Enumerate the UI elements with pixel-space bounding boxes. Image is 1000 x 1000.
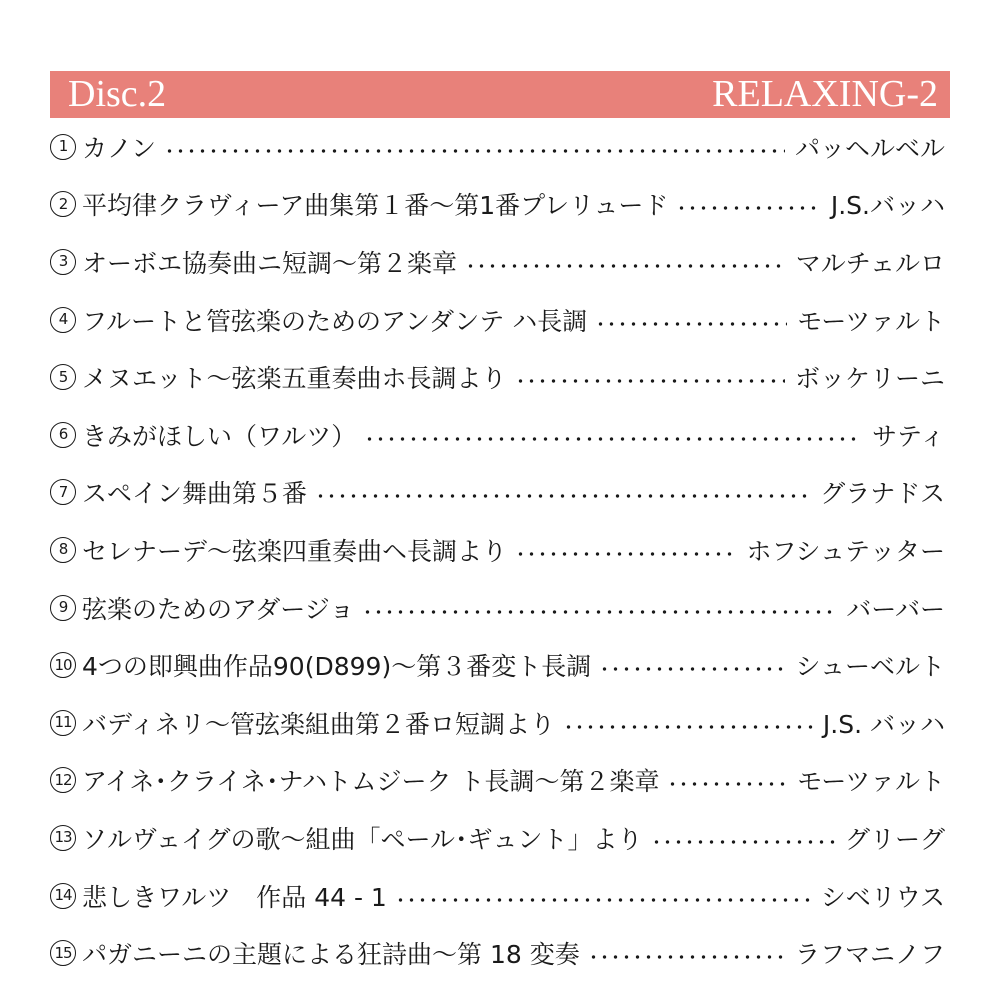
- track-number-badge: 8: [50, 537, 76, 563]
- track-number-badge: 9: [50, 595, 76, 621]
- track-number-badge: 3: [50, 249, 76, 275]
- track-row: [50, 809, 945, 867]
- track-title: 平均律クラヴィーア曲集第１番～第1番プレリュード: [82, 191, 669, 221]
- track-title: フルートと管弦楽のためのアンダンテ ハ長調: [82, 306, 588, 336]
- dot-leader: [515, 552, 736, 556]
- track-title: パガニーニの主題による狂詩曲～第 18 変奏: [82, 940, 580, 970]
- track-title: 弦楽のためのアダージョ: [82, 594, 355, 624]
- track-row: [50, 348, 945, 406]
- track-title: スペイン舞曲第５番: [82, 479, 308, 509]
- track-composer: グリーグ: [844, 824, 945, 854]
- track-row: [50, 521, 945, 579]
- track-composer: モーツァルト: [797, 306, 945, 336]
- dot-leader: [599, 667, 785, 671]
- track-composer: モーツァルト: [797, 767, 945, 797]
- track-title: ソルヴェイグの歌～組曲「ペール･ギュント」より: [82, 824, 643, 854]
- track-row: [50, 924, 945, 982]
- dot-leader: [563, 725, 813, 729]
- track-composer: J.S. バッハ: [822, 709, 945, 739]
- track-title: バディネリ～管弦楽組曲第２番ロ短調より: [82, 709, 556, 739]
- track-row: [50, 406, 945, 464]
- track-composer: ホフシュテッター: [746, 536, 945, 566]
- track-number-badge: 4: [50, 307, 76, 333]
- track-title: オーボエ協奏曲ニ短調～第２楽章: [82, 248, 458, 278]
- dot-leader: [667, 782, 787, 786]
- track-row: [50, 464, 945, 522]
- track-row: [50, 233, 945, 291]
- track-number-badge: 13: [50, 825, 76, 851]
- dot-leader: [465, 264, 786, 268]
- track-title: アイネ･クライネ･ナハトムジーク ト長調～第２楽章: [82, 767, 660, 797]
- track-title: 悲しきワルツ 作品 44 - 1: [82, 882, 387, 912]
- track-composer: ボッケリーニ: [794, 364, 945, 394]
- dot-leader: [515, 379, 785, 383]
- track-number-badge: 15: [50, 940, 76, 966]
- dot-leader: [364, 437, 862, 441]
- dot-leader: [588, 955, 785, 959]
- track-row: [50, 694, 945, 752]
- track-row: [50, 291, 945, 349]
- dot-leader: [595, 322, 787, 326]
- dot-leader: [315, 494, 810, 498]
- track-composer: サティ: [871, 421, 945, 451]
- track-row: [50, 176, 945, 234]
- track-number-badge: 11: [50, 710, 76, 736]
- track-title: カノン: [82, 133, 157, 163]
- track-title: セレナーデ～弦楽四重奏曲ヘ長調より: [82, 536, 508, 566]
- track-number-badge: 7: [50, 479, 76, 505]
- track-composer: J.S.バッハ: [830, 191, 945, 221]
- track-composer: シューベルト: [795, 652, 945, 682]
- track-title: 4つの即興曲作品90(D899)～第３番変ト長調: [82, 652, 592, 682]
- dot-leader: [164, 149, 785, 153]
- track-number-badge: 1: [50, 134, 76, 160]
- track-number-badge: 10: [50, 652, 76, 678]
- dot-leader: [676, 206, 820, 210]
- track-list: [50, 118, 945, 982]
- track-number-badge: 5: [50, 364, 76, 390]
- track-number-badge: 14: [50, 883, 76, 909]
- track-composer: バーバー: [846, 594, 945, 624]
- track-title: きみがほしい（ワルツ）: [82, 421, 357, 451]
- track-composer: シベリウス: [820, 882, 945, 912]
- track-row: [50, 867, 945, 925]
- dot-leader: [362, 610, 836, 614]
- album-label: RELAXING-2: [712, 73, 938, 115]
- track-row: [50, 752, 945, 810]
- track-number-badge: 2: [50, 191, 76, 217]
- track-number-badge: 12: [50, 767, 76, 793]
- track-composer: パッヘルベル: [794, 133, 945, 163]
- track-row: [50, 118, 945, 176]
- dot-leader: [395, 898, 811, 902]
- track-number-badge: 6: [50, 422, 76, 448]
- disc-banner: [50, 71, 950, 118]
- track-row: [50, 579, 945, 637]
- track-composer: ラフマニノフ: [794, 940, 945, 970]
- track-row: [50, 636, 945, 694]
- track-composer: グラナドス: [820, 479, 945, 509]
- dot-leader: [651, 840, 835, 844]
- track-composer: マルチェルロ: [795, 248, 945, 278]
- track-title: メヌエット～弦楽五重奏曲ホ長調より: [82, 364, 507, 394]
- disc-label: Disc.2: [68, 73, 167, 115]
